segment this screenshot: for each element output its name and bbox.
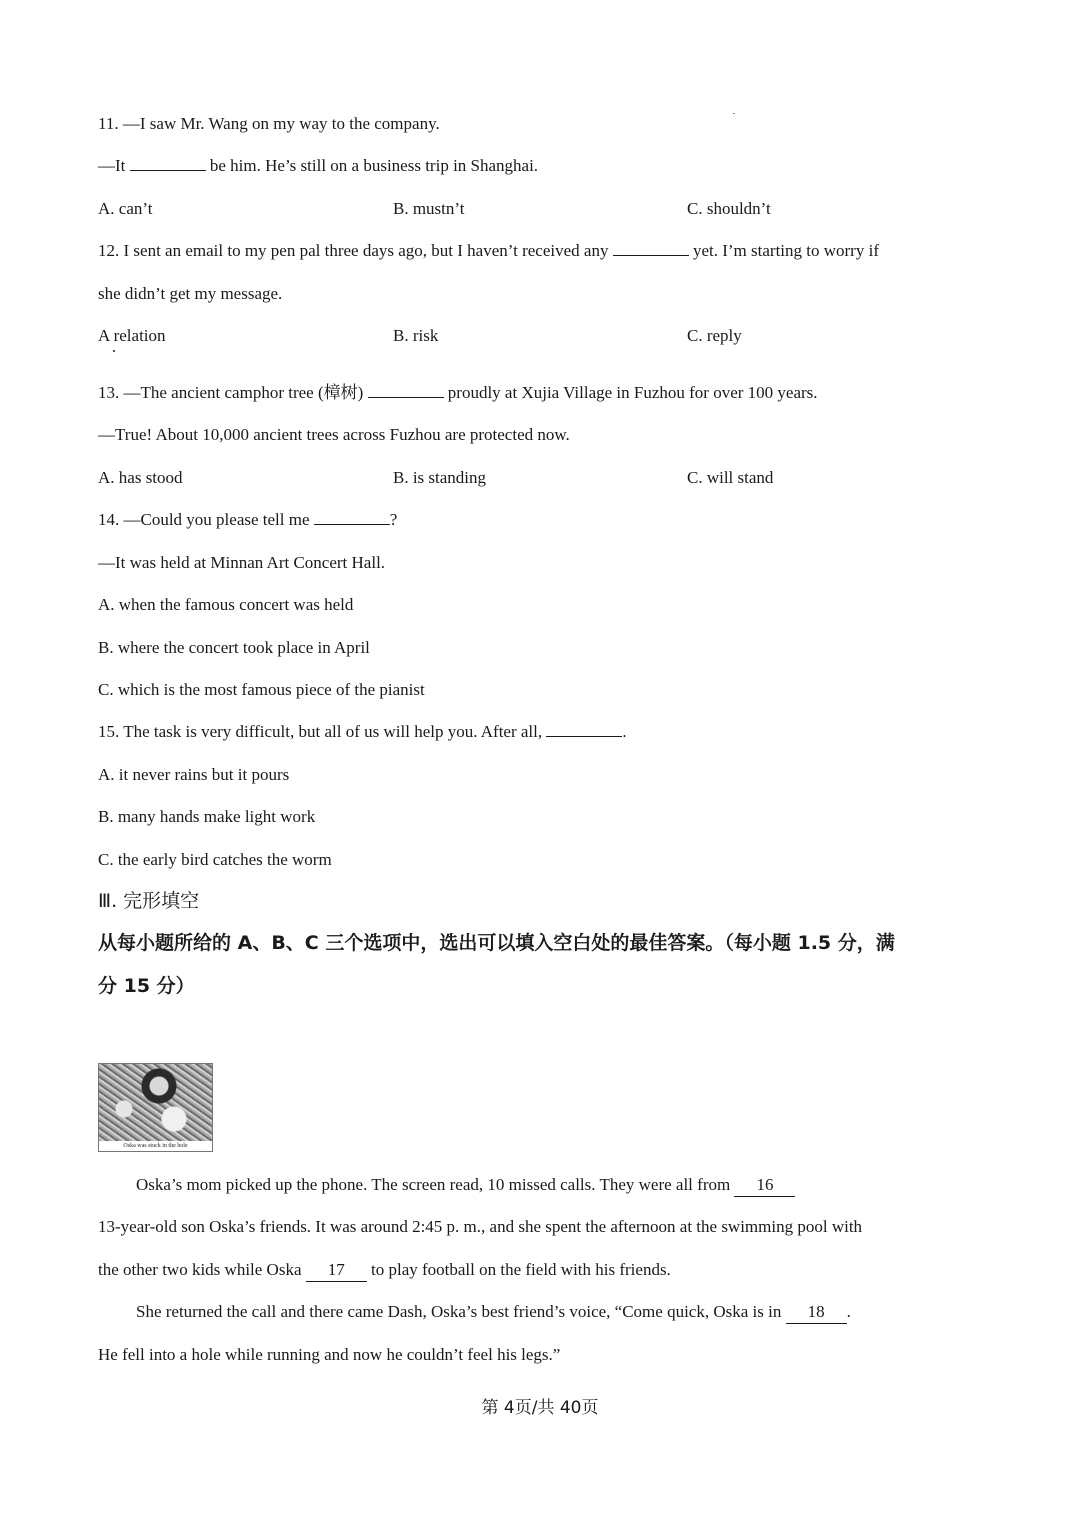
- q15-option-a: A. it never rains but it pours: [98, 765, 290, 784]
- q15-stem: 15. The task is very difficult, but all of us will help you. After all, .: [98, 722, 627, 741]
- scan-speck: [733, 113, 735, 114]
- q11-line2: —It be him. He’s still on a business trip in Shanghai.: [98, 156, 539, 175]
- stray-dot: [113, 350, 115, 352]
- blank-18: 18: [786, 1301, 847, 1324]
- q13-line2: —True! About 10,000 ancient trees across Fuzhou are protected now.: [98, 425, 570, 444]
- q11-stem: 11. —I saw Mr. Wang on my way to the company.: [98, 114, 440, 133]
- blank-16: 16: [734, 1174, 795, 1197]
- q13-option-b: B. is standing: [393, 468, 487, 487]
- q11-option-b: B. mustn’t: [393, 199, 465, 218]
- section-instruction-cont: 分 15 分）: [98, 975, 195, 997]
- passage-line: 13-year-old son Oska’s friends. It was around 2:45 p. m., and she spent the afternoon at the swimming pool with: [98, 1217, 863, 1236]
- q14-stem: 14. —Could you please tell me ?: [98, 510, 398, 529]
- answer-blank: [314, 510, 390, 525]
- q13-stem: 13. —The ancient camphor tree (樟树) proudly at Xujia Village in Fuzhou for over 100 years.: [98, 383, 818, 402]
- answer-blank: [368, 383, 444, 398]
- page-number: 第 4页/共 40页: [481, 1398, 599, 1418]
- oska-photo: [98, 1063, 213, 1152]
- passage-line: She returned the call and there came Dash, Oska’s best friend’s voice, “Come quick, Oska is in 18 .: [136, 1301, 851, 1324]
- q14-option-c: C. which is the most famous piece of the pianist: [98, 680, 425, 699]
- q14-line2: —It was held at Minnan Art Concert Hall.: [98, 553, 386, 572]
- q12-option-a: A relation: [98, 326, 166, 345]
- q15-option-c: C. the early bird catches the worm: [98, 850, 332, 869]
- passage-line: He fell into a hole while running and now he couldn’t feel his legs.”: [98, 1345, 561, 1364]
- photo-caption: Oska was stuck in the hole: [99, 1141, 212, 1151]
- q11-option-c: C. shouldn’t: [687, 199, 771, 218]
- passage-line: Oska’s mom picked up the phone. The screen read, 10 missed calls. They were all from 16: [136, 1174, 795, 1197]
- q14-option-b: B. where the concert took place in April: [98, 638, 370, 657]
- answer-blank: [546, 722, 622, 737]
- answer-blank: [613, 241, 689, 256]
- passage-line: the other two kids while Oska 17 to play football on the field with his friends.: [98, 1259, 671, 1282]
- q13-option-c: C. will stand: [687, 468, 774, 487]
- q14-option-a: A. when the famous concert was held: [98, 595, 354, 614]
- q13-option-a: A. has stood: [98, 468, 183, 487]
- q11-option-a: A. can’t: [98, 199, 153, 218]
- q12-line2: she didn’t get my message.: [98, 284, 283, 303]
- q12-option-c: C. reply: [687, 326, 742, 345]
- q15-option-b: B. many hands make light work: [98, 807, 316, 826]
- q12-stem: 12. I sent an email to my pen pal three days ago, but I haven’t received any yet. I’m starting to worry if: [98, 241, 879, 260]
- section-title: Ⅲ. 完形填空: [98, 890, 200, 912]
- blank-17: 17: [306, 1259, 367, 1282]
- answer-blank: [130, 156, 206, 171]
- q12-option-b: B. risk: [393, 326, 439, 345]
- section-instruction: 从每小题所给的 A、B、C 三个选项中，选出可以填入空白处的最佳答案。（每小题 1.5 分，满: [98, 932, 895, 954]
